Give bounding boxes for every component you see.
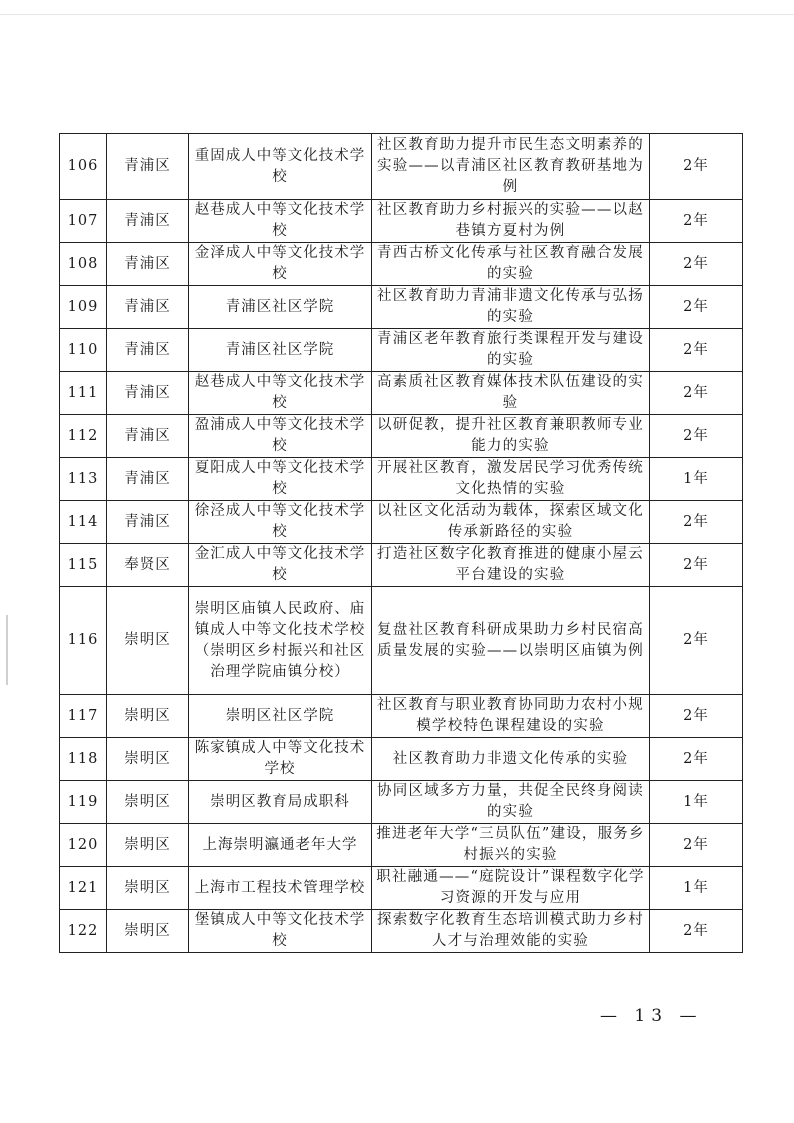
cell-unit: 陈家镇成人中等文化技术学校 — [189, 738, 372, 781]
cell-project: 青西古桥文化传承与社区教育融合发展的实验 — [372, 243, 650, 286]
cell-unit: 青浦区社区学院 — [189, 329, 372, 372]
cell-unit: 金汇成人中等文化技术学校 — [189, 544, 372, 587]
cell-period: 2年 — [650, 738, 743, 781]
cell-district: 崇明区 — [107, 824, 189, 867]
cell-no: 122 — [60, 910, 107, 953]
cell-period: 2年 — [650, 415, 743, 458]
cell-project: 复盘社区教育科研成果助力乡村民宿高质量发展的实验——以崇明区庙镇为例 — [372, 587, 650, 695]
cell-period: 2年 — [650, 501, 743, 544]
table-row — [60, 824, 743, 867]
cell-unit: 崇明区庙镇人民政府、庙镇成人中等文化技术学校（崇明区乡村振兴和社区治理学院庙镇分校） — [189, 587, 372, 695]
cell-unit: 徐泾成人中等文化技术学校 — [189, 501, 372, 544]
cell-period: 1年 — [650, 781, 743, 824]
cell-project: 打造社区数字化教育推进的健康小屋云平台建设的实验 — [372, 544, 650, 587]
cell-no: 109 — [60, 286, 107, 329]
cell-no: 106 — [60, 134, 107, 200]
cell-period: 2年 — [650, 200, 743, 243]
cell-district: 崇明区 — [107, 867, 189, 910]
cell-no: 114 — [60, 501, 107, 544]
cell-unit: 青浦区社区学院 — [189, 286, 372, 329]
cell-period: 2年 — [650, 134, 743, 200]
cell-project: 青浦区老年教育旅行类课程开发与建设的实验 — [372, 329, 650, 372]
cell-no: 121 — [60, 867, 107, 910]
cell-project: 职社融通——“庭院设计”课程数字化学习资源的开发与应用 — [372, 867, 650, 910]
cell-district: 奉贤区 — [107, 544, 189, 587]
cell-district: 崇明区 — [107, 738, 189, 781]
cell-project: 社区教育与职业教育协同助力农村小规模学校特色课程建设的实验 — [372, 695, 650, 738]
cell-no: 116 — [60, 587, 107, 695]
cell-no: 119 — [60, 781, 107, 824]
cell-unit: 赵巷成人中等文化技术学校 — [189, 200, 372, 243]
cell-period: 1年 — [650, 867, 743, 910]
cell-no: 115 — [60, 544, 107, 587]
cell-unit: 赵巷成人中等文化技术学校 — [189, 372, 372, 415]
cell-district: 青浦区 — [107, 458, 189, 501]
cell-district: 青浦区 — [107, 286, 189, 329]
cell-period: 2年 — [650, 329, 743, 372]
cell-project: 以研促教，提升社区教育兼职教师专业能力的实验 — [372, 415, 650, 458]
cell-district: 崇明区 — [107, 695, 189, 738]
cell-unit: 崇明区教育局成职科 — [189, 781, 372, 824]
cell-project: 社区教育助力提升市民生态文明素养的实验——以青浦区社区教育教研基地为例 — [372, 134, 650, 200]
cell-project: 开展社区教育，激发居民学习优秀传统文化热情的实验 — [372, 458, 650, 501]
cell-project: 协同区域多方力量，共促全民终身阅读的实验 — [372, 781, 650, 824]
cell-period: 2年 — [650, 372, 743, 415]
cell-no: 117 — [60, 695, 107, 738]
table-row — [60, 501, 743, 544]
table-row — [60, 738, 743, 781]
cell-district: 青浦区 — [107, 134, 189, 200]
table-row — [60, 910, 743, 953]
table-row — [60, 781, 743, 824]
cell-district: 青浦区 — [107, 415, 189, 458]
cell-district: 崇明区 — [107, 910, 189, 953]
cell-project: 社区教育助力非遗文化传承的实验 — [372, 738, 650, 781]
cell-project: 高素质社区教育媒体技术队伍建设的实验 — [372, 372, 650, 415]
table-row — [60, 329, 743, 372]
cell-period: 1年 — [650, 458, 743, 501]
table-row — [60, 415, 743, 458]
project-table-body — [60, 134, 743, 953]
cell-district: 青浦区 — [107, 329, 189, 372]
cell-unit: 上海市工程技术管理学校 — [189, 867, 372, 910]
cell-project: 以社区文化活动为载体，探索区域文化传承新路径的实验 — [372, 501, 650, 544]
cell-no: 108 — [60, 243, 107, 286]
cell-no: 113 — [60, 458, 107, 501]
cell-district: 青浦区 — [107, 243, 189, 286]
cell-no: 110 — [60, 329, 107, 372]
cell-period: 2年 — [650, 910, 743, 953]
table-row — [60, 587, 743, 695]
cell-unit: 崇明区社区学院 — [189, 695, 372, 738]
cell-unit: 金泽成人中等文化技术学校 — [189, 243, 372, 286]
table-row — [60, 544, 743, 587]
cell-no: 107 — [60, 200, 107, 243]
cell-district: 青浦区 — [107, 200, 189, 243]
table-row — [60, 695, 743, 738]
cell-district: 崇明区 — [107, 587, 189, 695]
page-number: — 13 — — [600, 1006, 703, 1026]
cell-no: 118 — [60, 738, 107, 781]
cell-unit: 堡镇成人中等文化技术学校 — [189, 910, 372, 953]
project-table — [59, 133, 743, 953]
cell-project: 社区教育助力乡村振兴的实验——以赵巷镇方夏村为例 — [372, 200, 650, 243]
cell-unit: 盈浦成人中等文化技术学校 — [189, 415, 372, 458]
cell-project: 社区教育助力青浦非遗文化传承与弘扬的实验 — [372, 286, 650, 329]
cell-no: 112 — [60, 415, 107, 458]
table-row — [60, 458, 743, 501]
table-row — [60, 200, 743, 243]
cell-period: 2年 — [650, 695, 743, 738]
binding-mark — [6, 615, 8, 685]
table-row — [60, 286, 743, 329]
cell-unit: 上海崇明瀛通老年大学 — [189, 824, 372, 867]
cell-district: 青浦区 — [107, 372, 189, 415]
cell-period: 2年 — [650, 286, 743, 329]
cell-period: 2年 — [650, 544, 743, 587]
scan-top-edge — [0, 14, 794, 15]
cell-no: 120 — [60, 824, 107, 867]
table-row — [60, 867, 743, 910]
cell-period: 2年 — [650, 587, 743, 695]
cell-unit: 重固成人中等文化技术学校 — [189, 134, 372, 200]
table-row — [60, 372, 743, 415]
cell-period: 2年 — [650, 243, 743, 286]
cell-unit: 夏阳成人中等文化技术学校 — [189, 458, 372, 501]
cell-district: 崇明区 — [107, 781, 189, 824]
cell-district: 青浦区 — [107, 501, 189, 544]
cell-no: 111 — [60, 372, 107, 415]
cell-project: 推进老年大学“三员队伍”建设，服务乡村振兴的实验 — [372, 824, 650, 867]
table-row — [60, 243, 743, 286]
table-row — [60, 134, 743, 200]
cell-project: 探索数字化教育生态培训模式助力乡村人才与治理效能的实验 — [372, 910, 650, 953]
cell-period: 2年 — [650, 824, 743, 867]
